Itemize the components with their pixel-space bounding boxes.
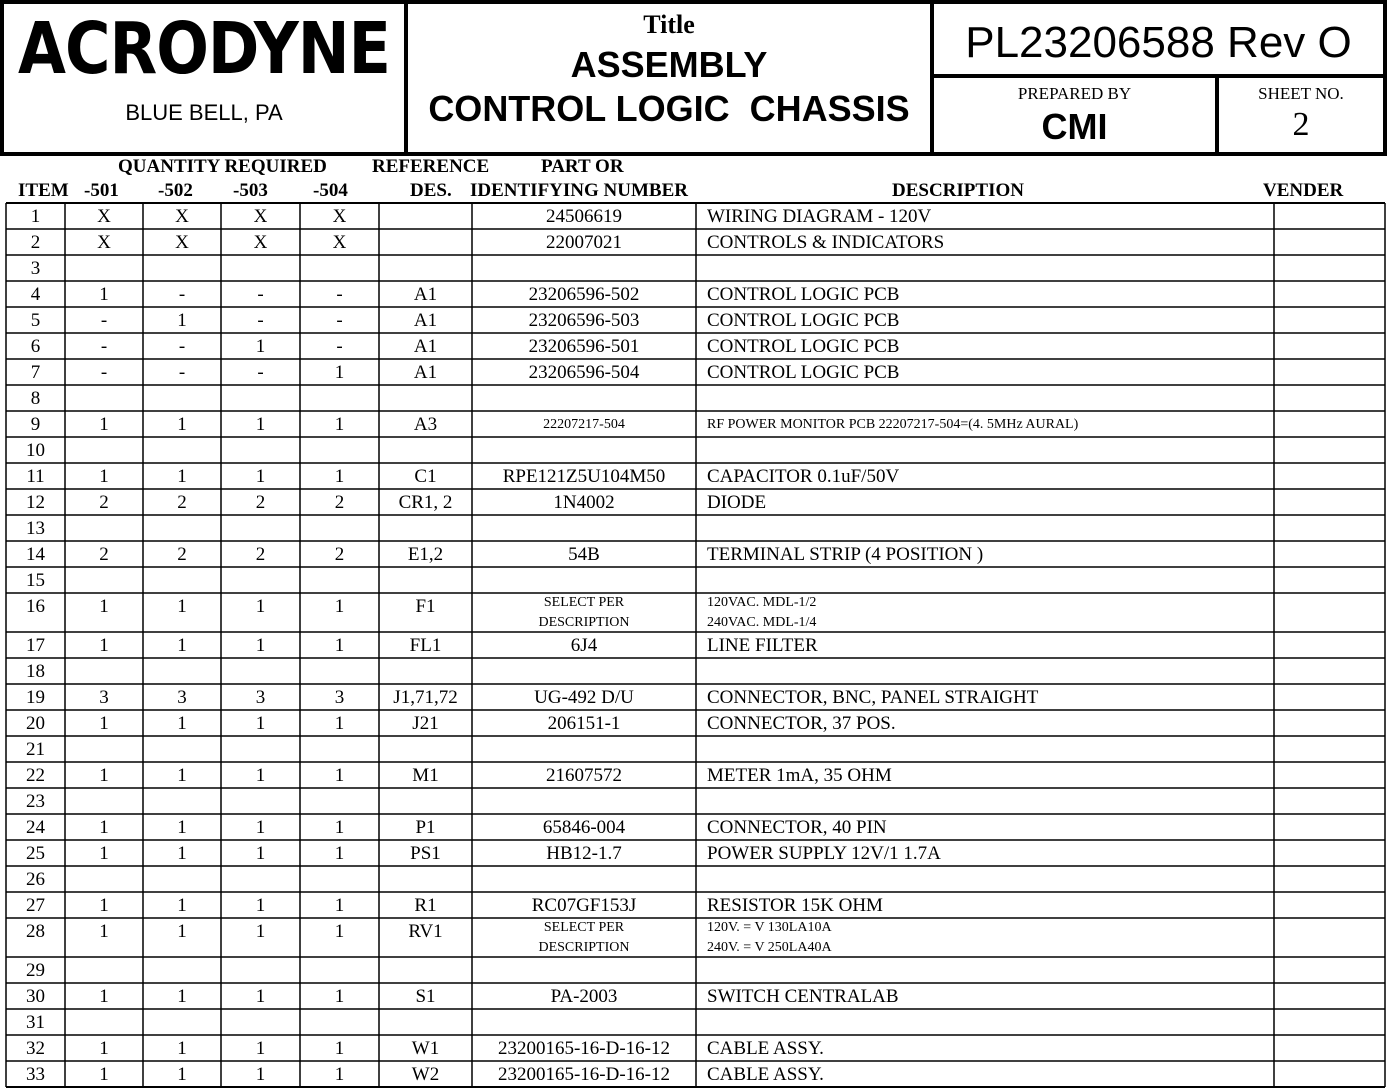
cell-q504: 3 <box>334 687 345 708</box>
cell-ref: F1 <box>415 596 436 617</box>
cell-q501: 1 <box>99 414 109 435</box>
cell-q502: 1 <box>177 713 187 734</box>
header-qty-503: -503 <box>233 180 268 201</box>
table-row <box>0 1009 1387 1035</box>
cell-item: 16 <box>26 596 45 617</box>
cell-ref: RV1 <box>408 921 443 942</box>
cell-q503: 1 <box>255 596 266 617</box>
cell-q501: 1 <box>99 596 109 617</box>
company-logo: ACRODYNE <box>17 6 391 91</box>
cell-ref: PS1 <box>410 843 441 864</box>
cell-item: 12 <box>26 492 45 513</box>
cell-desc: CONTROLS & INDICATORS <box>707 232 945 253</box>
cell-item: 24 <box>26 817 45 838</box>
cell-desc: CAPACITOR 0.1uF/50V <box>707 466 900 487</box>
cell-q501: 1 <box>99 986 109 1007</box>
table-row <box>0 684 1387 710</box>
table-row <box>0 515 1387 541</box>
cell-q503: - <box>257 362 264 383</box>
cell-part: 23206596-504 <box>528 362 640 383</box>
cell-desc: RF POWER MONITOR PCB 22207217-504=(4. 5MHz AURAL) <box>707 417 1079 432</box>
cell-ref: W2 <box>411 1064 440 1085</box>
cell-q503: 1 <box>255 817 266 838</box>
cell-q502: 1 <box>177 921 187 942</box>
cell-desc: RESISTOR 15K OHM <box>707 895 883 916</box>
header-qty-502: -502 <box>158 180 193 201</box>
cell-part-line-1: SELECT PER <box>543 595 625 610</box>
cell-q502: 1 <box>177 1038 187 1059</box>
cell-desc: TERMINAL STRIP (4 POSITION ) <box>707 544 984 565</box>
table-row <box>0 1035 1387 1061</box>
cell-desc: LINE FILTER <box>707 635 818 656</box>
table-row <box>0 632 1387 658</box>
cell-q501: 2 <box>99 492 109 513</box>
cell-item: 14 <box>26 544 45 565</box>
cell-q502: 2 <box>177 544 187 565</box>
header-identifying-number: IDENTIFYING NUMBER <box>470 180 688 201</box>
cell-q504: X <box>332 232 347 253</box>
cell-q501: - <box>100 336 108 357</box>
cell-q501: 1 <box>99 921 109 942</box>
cell-q503: - <box>257 310 264 331</box>
cell-item: 15 <box>26 570 45 591</box>
cell-ref: P1 <box>415 817 436 838</box>
header-item: ITEM <box>18 180 69 201</box>
cell-q502: 1 <box>177 817 187 838</box>
cell-q503: 1 <box>255 765 266 786</box>
cell-item: 33 <box>26 1064 45 1085</box>
sheet-label: SHEET NO. <box>1258 84 1344 103</box>
cell-q503: 3 <box>255 687 266 708</box>
cell-desc: CONTROL LOGIC PCB <box>707 336 900 357</box>
cell-q504: 1 <box>334 843 345 864</box>
cell-q504: X <box>332 206 347 227</box>
cell-part <box>472 918 696 958</box>
table-row <box>0 463 1387 489</box>
cell-part: RC07GF153J <box>531 895 637 916</box>
cell-q502: X <box>175 206 189 227</box>
cell-q504: 1 <box>334 466 345 487</box>
cell-item: 29 <box>26 960 45 981</box>
cell-q503: - <box>257 284 264 305</box>
cell-q502: 1 <box>177 986 187 1007</box>
table-row <box>0 229 1387 255</box>
cell-part: 65846-004 <box>542 817 626 838</box>
cell-part <box>472 593 696 633</box>
cell-desc-line-1: 120V. = V 130LA10A <box>707 920 832 935</box>
cell-q504: 1 <box>334 921 345 942</box>
cell-q504: - <box>336 284 343 305</box>
table-row <box>0 892 1387 918</box>
cell-part: 24506619 <box>546 206 622 227</box>
cell-q501: 1 <box>99 284 109 305</box>
cell-ref: W1 <box>411 1038 440 1059</box>
cell-item: 9 <box>30 414 41 435</box>
cell-ref: A3 <box>413 414 438 435</box>
cell-desc: CONNECTOR, BNC, PANEL STRAIGHT <box>707 687 1039 708</box>
cell-q502: 1 <box>177 843 187 864</box>
cell-ref: R1 <box>414 895 437 916</box>
cell-desc: CONNECTOR, 40 PIN <box>707 817 887 838</box>
cell-q501: X <box>97 232 111 253</box>
cell-part: 206151-1 <box>547 713 621 734</box>
cell-q501: 2 <box>99 544 109 565</box>
cell-q503: 1 <box>255 895 266 916</box>
cell-q502: X <box>175 232 189 253</box>
cell-q501: - <box>100 362 108 383</box>
title-line-2: CONTROL LOGIC CHASSIS <box>428 88 910 129</box>
header-description: DESCRIPTION <box>892 180 1024 201</box>
cell-q502: - <box>178 336 186 357</box>
cell-part: 6J4 <box>570 635 598 656</box>
cell-q503: 1 <box>255 635 266 656</box>
cell-q503: 1 <box>255 336 266 357</box>
table-row <box>0 203 1387 229</box>
cell-ref: A1 <box>413 284 438 305</box>
table-row <box>0 840 1387 866</box>
cell-q504: 1 <box>334 362 345 383</box>
cell-q504: - <box>336 310 343 331</box>
table-row <box>0 762 1387 788</box>
cell-item: 6 <box>30 336 41 357</box>
cell-item: 30 <box>26 986 45 1007</box>
cell-part-line-2: DESCRIPTION <box>538 940 630 955</box>
cell-q504: 1 <box>334 986 345 1007</box>
cell-desc-line-2: 240V. = V 250LA40A <box>707 940 832 955</box>
cell-q502: 1 <box>177 635 187 656</box>
table-row <box>0 918 1387 957</box>
cell-q503: 1 <box>255 466 266 487</box>
cell-item: 17 <box>26 635 45 656</box>
cell-item: 11 <box>26 466 45 487</box>
cell-item: 13 <box>26 518 45 539</box>
cell-desc: CABLE ASSY. <box>707 1064 824 1085</box>
cell-q503: 2 <box>255 492 266 513</box>
cell-part: 23200165-16-D-16-12 <box>497 1064 671 1085</box>
cell-q502: 3 <box>177 687 187 708</box>
cell-q502: 1 <box>177 414 187 435</box>
cell-desc <box>707 918 1274 958</box>
cell-item: 19 <box>26 687 45 708</box>
table-row <box>0 307 1387 333</box>
cell-item: 31 <box>26 1012 45 1033</box>
title-block-divider-3 <box>930 74 1387 78</box>
cell-q504: 1 <box>334 414 345 435</box>
cell-q502: 1 <box>177 895 187 916</box>
cell-q504: 1 <box>334 895 345 916</box>
cell-desc: CONNECTOR, 37 POS. <box>707 713 896 734</box>
cell-q502: 1 <box>177 1064 187 1085</box>
cell-desc: POWER SUPPLY 12V/1 1.7A <box>707 843 941 864</box>
cell-item: 32 <box>26 1038 45 1059</box>
table-row <box>0 983 1387 1009</box>
cell-q504: 1 <box>334 765 345 786</box>
cell-ref: A1 <box>413 310 438 331</box>
cell-q504: - <box>336 336 343 357</box>
cell-q503: X <box>253 206 268 227</box>
cell-q502: 1 <box>177 310 187 331</box>
cell-q501: 1 <box>99 817 109 838</box>
cell-ref: FL1 <box>409 635 442 656</box>
table-row <box>0 333 1387 359</box>
cell-item: 8 <box>30 388 41 409</box>
cell-desc <box>707 593 1274 633</box>
cell-ref: M1 <box>412 765 439 786</box>
cell-q501: X <box>97 206 111 227</box>
cell-q504: 1 <box>334 635 345 656</box>
cell-item: 7 <box>30 362 41 383</box>
cell-item: 26 <box>26 869 45 890</box>
cell-desc: CABLE ASSY. <box>707 1038 824 1059</box>
cell-q503: X <box>253 232 268 253</box>
cell-desc: CONTROL LOGIC PCB <box>707 284 900 305</box>
table-row <box>0 736 1387 762</box>
cell-ref: E1,2 <box>407 544 444 565</box>
table-row <box>0 255 1387 281</box>
cell-desc-line-1: 120VAC. MDL-1/2 <box>707 595 817 610</box>
cell-q503: 1 <box>255 1038 266 1059</box>
cell-item: 18 <box>26 661 45 682</box>
header-vender: VENDER <box>1263 180 1344 201</box>
cell-item: 22 <box>26 765 45 786</box>
table-row <box>0 710 1387 736</box>
cell-q503: 1 <box>255 921 266 942</box>
cell-ref: S1 <box>415 986 436 1007</box>
title-line-1: ASSEMBLY <box>570 44 768 85</box>
cell-desc: METER 1mA, 35 OHM <box>707 765 892 786</box>
cell-ref: A1 <box>413 336 438 357</box>
cell-q501: 1 <box>99 895 109 916</box>
cell-part: 23200165-16-D-16-12 <box>497 1038 671 1059</box>
cell-part: 21607572 <box>546 765 622 786</box>
cell-q501: 1 <box>99 635 109 656</box>
cell-item: 1 <box>30 206 41 227</box>
cell-q504: 1 <box>334 817 345 838</box>
sheet-number: 2 <box>1292 106 1310 143</box>
cell-q501: 3 <box>99 687 109 708</box>
cell-q501: 1 <box>99 1038 109 1059</box>
cell-item: 3 <box>30 258 41 279</box>
cell-part: HB12-1.7 <box>546 843 622 864</box>
cell-part: RPE121Z5U104M50 <box>502 466 666 487</box>
cell-q502: 1 <box>177 765 187 786</box>
cell-part: 23206596-503 <box>528 310 640 331</box>
table-row <box>0 788 1387 814</box>
cell-q502: 1 <box>177 596 187 617</box>
cell-item: 2 <box>30 232 41 253</box>
prepared-by-label: PREPARED BY <box>1017 84 1132 103</box>
header-qty-501: -501 <box>84 180 119 201</box>
cell-q504: 1 <box>334 1038 345 1059</box>
table-row <box>0 541 1387 567</box>
cell-q501: 1 <box>99 713 109 734</box>
cell-part-line-1: SELECT PER <box>543 920 625 935</box>
title-label: Title <box>643 10 695 39</box>
cell-item: 21 <box>26 739 45 760</box>
header-qty-504: -504 <box>313 180 348 201</box>
header-part-or: PART OR <box>541 156 624 177</box>
cell-item: 20 <box>26 713 45 734</box>
table-row <box>0 437 1387 463</box>
cell-q504: 1 <box>334 596 345 617</box>
cell-part: 22007021 <box>546 232 622 253</box>
cell-q503: 1 <box>255 843 266 864</box>
cell-ref: J1,71,72 <box>393 687 458 708</box>
header-des: DES. <box>410 180 452 201</box>
table-row <box>0 593 1387 632</box>
cell-item: 27 <box>26 895 45 916</box>
cell-ref: A1 <box>413 362 438 383</box>
cell-part: PA-2003 <box>550 986 618 1007</box>
cell-q503: 2 <box>255 544 266 565</box>
cell-desc: DIODE <box>707 492 767 513</box>
table-row <box>0 489 1387 515</box>
cell-q501: 1 <box>99 843 109 864</box>
table-row <box>0 411 1387 437</box>
cell-q504: 1 <box>334 1064 345 1085</box>
cell-ref: C1 <box>414 466 437 487</box>
cell-part: 23206596-502 <box>528 284 640 305</box>
cell-part: 22207217-504 <box>543 417 625 432</box>
cell-item: 23 <box>26 791 45 812</box>
cell-q503: 1 <box>255 1064 266 1085</box>
prepared-by-value: CMI <box>1041 106 1108 147</box>
cell-desc: SWITCH CENTRALAB <box>707 986 899 1007</box>
table-row <box>0 1061 1387 1087</box>
cell-part-line-2: DESCRIPTION <box>538 615 630 630</box>
cell-item: 4 <box>30 284 41 305</box>
table-row <box>0 359 1387 385</box>
cell-part: 1N4002 <box>553 492 615 513</box>
cell-part: 54B <box>568 544 600 565</box>
cell-q503: 1 <box>255 986 266 1007</box>
company-location: BLUE BELL, PA <box>125 100 283 125</box>
cell-item: 28 <box>26 921 45 942</box>
table-row <box>0 281 1387 307</box>
table-row <box>0 567 1387 593</box>
table-row <box>0 385 1387 411</box>
cell-q502: - <box>178 284 186 305</box>
cell-q501: - <box>100 310 108 331</box>
header-reference: REFERENCE <box>372 156 490 177</box>
cell-q503: 1 <box>255 713 266 734</box>
cell-desc: WIRING DIAGRAM - 120V <box>707 206 932 227</box>
cell-part: UG-492 D/U <box>534 687 634 708</box>
cell-ref: J21 <box>412 713 439 734</box>
cell-item: 25 <box>26 843 45 864</box>
cell-desc: CONTROL LOGIC PCB <box>707 362 900 383</box>
table-row <box>0 658 1387 684</box>
table-row <box>0 866 1387 892</box>
cell-desc-line-2: 240VAC. MDL-1/4 <box>707 615 817 630</box>
cell-q501: 1 <box>99 765 109 786</box>
cell-q504: 1 <box>334 713 345 734</box>
table-row <box>0 957 1387 983</box>
header-quantity-required: QUANTITY REQUIRED <box>118 156 327 177</box>
cell-q504: 2 <box>334 492 345 513</box>
cell-part: 23206596-501 <box>528 336 640 357</box>
document-number: PL23206588 Rev O <box>965 18 1352 67</box>
cell-q503: 1 <box>255 414 266 435</box>
cell-ref: CR1, 2 <box>398 492 453 513</box>
cell-q502: - <box>178 362 186 383</box>
cell-q504: 2 <box>334 544 345 565</box>
cell-q502: 1 <box>177 466 187 487</box>
cell-desc: CONTROL LOGIC PCB <box>707 310 900 331</box>
cell-item: 5 <box>30 310 41 331</box>
cell-q502: 2 <box>177 492 187 513</box>
cell-item: 10 <box>26 440 45 461</box>
cell-q501: 1 <box>99 1064 109 1085</box>
table-row <box>0 814 1387 840</box>
cell-q501: 1 <box>99 466 109 487</box>
